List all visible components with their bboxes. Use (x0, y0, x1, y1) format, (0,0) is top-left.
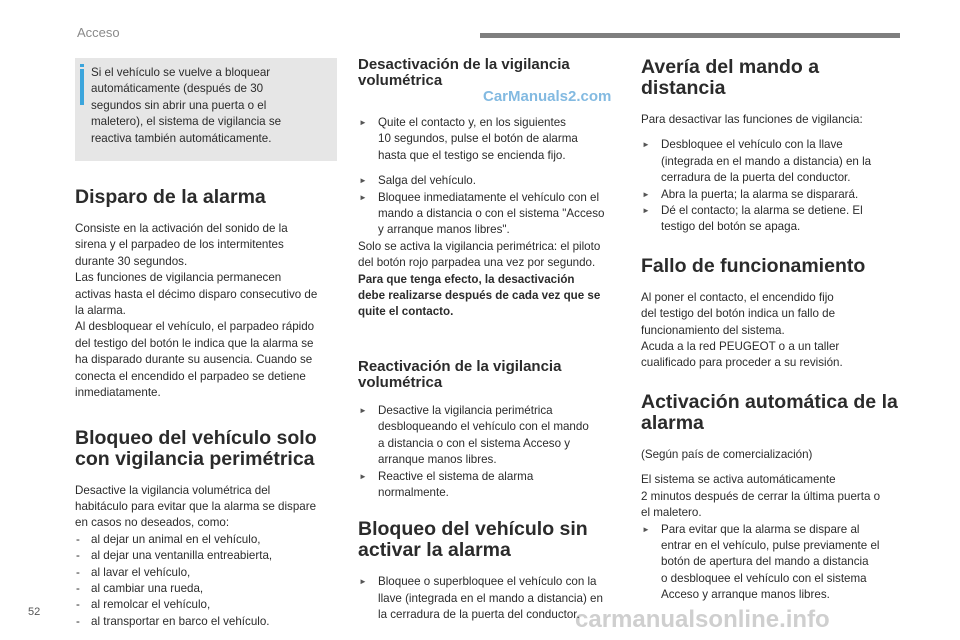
heading-line: Avería del mando a (641, 56, 820, 78)
dash-item: - al dejar un animal en el vehículo, (75, 532, 337, 548)
bullet-line: ► Bloquee o superbloquee el vehículo con la (378, 575, 597, 589)
heading-line: con vigilancia perimétrica (75, 447, 315, 470)
heading-perimetric-lock (75, 428, 337, 470)
heading-remote-failure (641, 57, 903, 99)
column-3 (641, 57, 903, 604)
bullet-line: ► Quite el contacto y, en los siguientes (378, 116, 566, 129)
note-line: reactiva también automáticamente. (91, 131, 272, 145)
heading-line: Bloqueo del vehículo sin (358, 518, 588, 541)
heading-line: Bloqueo del vehículo solo (75, 426, 317, 449)
heading-volumetric-reactivation (358, 359, 620, 391)
bullet-line: (integrada en el mando a distancia) en la (661, 154, 872, 168)
note-line: automáticamente (después de 30 (91, 82, 264, 96)
bullet-line: o desbloquee el vehículo con el sistema (661, 571, 867, 585)
heading-line: Activación automática de la (641, 390, 898, 413)
watermark-top: CarManuals2.com (483, 88, 612, 105)
bold-line: quite el contacto. (358, 305, 454, 319)
info-note (75, 58, 337, 161)
text-line: activas hasta el décimo disparo consecutivo de (75, 287, 318, 301)
heading-alarm-trigger: Disparo de la alarma (75, 186, 266, 209)
bullet-line: ► Desbloquee el vehículo con la llave (661, 138, 843, 152)
text-line: en casos no deseados, como: (75, 516, 230, 530)
bullet-line: y arranque manos libres". (378, 223, 510, 237)
bullet-line: ► Para evitar que la alarma se dispare al (661, 522, 860, 536)
heading-lock-without-alarm (358, 519, 620, 561)
dash-item: - al dejar una ventanilla entreabierta, (75, 548, 337, 564)
watermark-bottom: carmanualsonline.info (575, 606, 830, 633)
text-line: cualificado para proceder a su revisión. (641, 356, 843, 370)
bullet-line: ► Dé el contacto; la alarma se detiene. El (661, 204, 863, 218)
heading-volumetric-deactivation (358, 57, 620, 89)
bullet-line: ► Bloquee inmediatamente el vehículo con el (378, 190, 600, 204)
text-line: sirena y el parpadeo de los intermitentes (75, 238, 284, 252)
bullet-line: ► Abra la puerta; la alarma se disparará. (661, 187, 859, 201)
bullet-line: testigo del botón se apaga. (661, 220, 801, 234)
heading-line: alarma (641, 411, 704, 434)
bullet-item (358, 173, 620, 189)
text-line: del testigo del botón le indica que la alarma se (75, 336, 314, 350)
bullet-line: mando a distancia o con el sistema "Acceso (378, 207, 605, 221)
bullet-item (641, 203, 903, 236)
heading-line: activar la alarma (358, 539, 511, 562)
heading-line: Desactivación de la vigilancia (358, 56, 570, 73)
dash-item: - al remolcar el vehículo, (75, 597, 337, 613)
bold-line: debe realizarse después de cada vez que se (358, 289, 601, 303)
heading-line: distancia (641, 77, 726, 99)
bullet-line: botón de apertura del mando a distancia (661, 555, 869, 569)
dash-item: - al transportar en barco el vehículo. (75, 614, 337, 630)
dash-item: - al lavar el vehículo, (75, 565, 337, 581)
note-line: Si el vehículo se vuelve a bloquear (91, 66, 271, 79)
text-line: conecta el encendido el parpadeo se detiene (75, 369, 306, 383)
text-line: Al poner el contacto, el encendido fijo (641, 290, 834, 304)
bullet-item (641, 137, 903, 186)
bullet-line: ► Desactive la vigilancia perimétrica (378, 403, 553, 417)
heading-line: Reactivación de la vigilancia (358, 357, 562, 375)
bullet-line: 10 segundos, pulse el botón de alarma (378, 132, 578, 146)
text-line: Desactive la vigilancia volumétrica del (75, 483, 271, 497)
bullet-item (358, 403, 620, 469)
info-icon (80, 69, 84, 105)
bullet-line: entrar en el vehículo, pulse previamente el (661, 538, 880, 552)
dash-item: - al cambiar una rueda, (75, 581, 337, 597)
bullet-line: normalmente. (378, 485, 449, 499)
text-line: del botón rojo parpadea una vez por segundo. (358, 256, 596, 270)
text-line: (Según país de comercialización) (641, 447, 813, 461)
bullet-item (641, 522, 903, 604)
text-line: Acuda a la red PEUGEOT o a un taller (641, 340, 840, 354)
heading-line: volumétrica (358, 72, 443, 89)
bullet-line: ► Reactive el sistema de alarma (378, 469, 534, 483)
column-2 (358, 57, 620, 624)
bullet-item (641, 187, 903, 203)
bullet-line: a distancia o con el sistema Acceso y (378, 436, 571, 450)
heading-automatic-activation (641, 392, 903, 434)
column-1 (75, 58, 337, 630)
text-line: el maletero. (641, 506, 702, 520)
bullet-item (358, 469, 620, 502)
bold-line: Para que tenga efecto, la desactivación (358, 272, 575, 286)
text-line: Solo se activa la vigilancia perimétrica: el piloto (358, 239, 601, 253)
text-line: del testigo del botón indica un fallo de (641, 307, 836, 321)
text-line: Las funciones de vigilancia permanecen (75, 271, 282, 285)
text-line: durante 30 segundos. (75, 254, 188, 268)
heading-line: volumétrica (358, 373, 443, 391)
text-line: Consiste en la activación del sonido de la (75, 222, 288, 236)
bullet-item (358, 190, 620, 239)
text-line: habitáculo para evitar que la alarma se dispare (75, 499, 317, 513)
bullet-line: arranque manos libres. (378, 453, 497, 467)
heading-malfunction: Fallo de funcionamiento (641, 254, 866, 277)
note-line: maletero), el sistema de vigilancia se (91, 115, 282, 129)
bullet-line: hasta que el testigo se encienda fijo. (378, 148, 566, 162)
note-line: segundos sin abrir una puerta o el (91, 98, 267, 112)
text-line: ha disparado durante su ausencia. Cuando se (75, 353, 313, 367)
text-line: funcionamiento del sistema. (641, 323, 785, 337)
text-line: Al desbloquear el vehículo, el parpadeo rápido (75, 320, 315, 334)
bullet-line: ► Salga del vehículo. (378, 174, 476, 188)
bullet-line: Acceso y arranque manos libres. (661, 588, 830, 602)
text-line: 2 minutos después de cerrar la última puerta o (641, 489, 881, 503)
bullet-line: desbloqueando el vehículo con el mando (378, 420, 589, 434)
page-number: 52 (28, 606, 41, 618)
bullet-item (358, 115, 620, 164)
header-bar (480, 33, 900, 38)
text-line: la alarma. (75, 304, 126, 318)
text-line: inmediatamente. (75, 386, 161, 400)
bullet-line: llave (integrada en el mando a distancia) en (378, 591, 603, 605)
section-title: Acceso (77, 25, 120, 40)
text-line: Para desactivar las funciones de vigilancia: (641, 113, 863, 126)
bullet-item (358, 574, 620, 623)
bullet-line: cerradura de la puerta del conductor. (661, 171, 851, 185)
text-line: El sistema se activa automáticamente (641, 473, 836, 487)
bullet-line: la cerradura de la puerta del conductor. (378, 608, 580, 622)
